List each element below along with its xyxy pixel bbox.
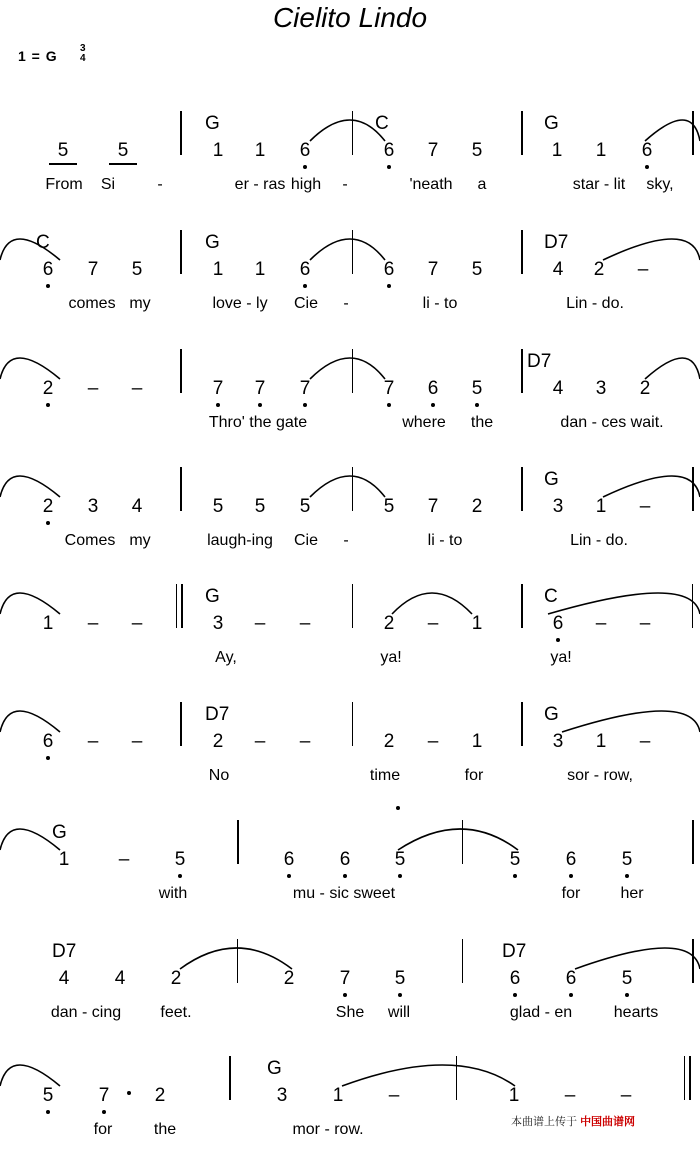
note: – [427,613,439,634]
note: – [299,731,311,752]
bar-line [462,820,463,864]
note: 4 [552,378,564,399]
note: 6 [641,140,653,161]
score-system [0,704,700,822]
bar-line [689,1056,691,1100]
note: – [299,613,311,634]
bar-line [352,584,353,628]
chord-symbol: G [544,704,559,725]
octave-dot [398,874,402,878]
octave-dot [513,993,517,997]
slur-arcs [0,113,700,231]
bar-line [176,584,177,628]
slur-arcs [0,469,700,587]
note: 2 [170,968,182,989]
note: 2 [593,259,605,280]
slur-arcs [0,351,700,469]
bar-line [352,111,353,155]
note: 7 [383,378,395,399]
bar-line [237,820,239,864]
lyric-word: where [402,414,446,431]
note: 3 [552,496,564,517]
slur-arc [0,239,60,260]
octave-dot [431,403,435,407]
lyric-word: - [343,532,349,549]
watermark-text: 本曲谱上传于 [511,1116,577,1128]
slur-arc [310,358,385,379]
note: – [254,731,266,752]
note: 7 [212,378,224,399]
lyric-word: li - to [427,532,463,549]
song-title: Cielito Lindo [272,2,428,33]
note: 5 [131,259,143,280]
slur-arc [603,239,700,260]
bar-line [521,584,523,628]
lyric-word: - [157,176,163,193]
lyric-word: Lin - do. [570,532,628,549]
note: 7 [254,378,266,399]
lyric-word: li - to [422,295,458,312]
lyric-word: with [158,885,188,902]
octave-dot [303,284,307,288]
meter-bottom: 4 [80,53,86,64]
lyric-word: the [153,1121,177,1138]
lyric-word: hearts [613,1004,659,1021]
lyric-word: high [290,176,322,193]
lyric-word: the [470,414,494,431]
score-system [0,469,700,587]
note: 1 [471,731,483,752]
note: 1 [212,259,224,280]
note: 5 [212,496,224,517]
octave-dot [46,1110,50,1114]
underline-beam [49,163,77,165]
octave-dot [645,165,649,169]
note: 6 [299,140,311,161]
note: – [118,849,130,870]
lyric-word: for [561,885,581,902]
chord-symbol: D7 [544,232,569,253]
note: 7 [299,378,311,399]
chord-symbol: C [544,586,558,607]
slur-arc [310,120,385,141]
bar-line [237,939,238,983]
note: 1 [42,613,54,634]
bar-line [521,702,523,746]
note: 7 [339,968,351,989]
lyric-word: glad - en [509,1004,573,1021]
octave-dot [258,403,262,407]
note: 1 [332,1085,344,1106]
chord-symbol: D7 [502,941,527,962]
lyric-word: Thro' the gate [208,414,308,431]
lyric-word: ya! [550,649,572,666]
note: 2 [383,731,395,752]
chord-symbol: G [544,469,559,490]
bar-line [352,230,353,274]
chord-symbol: G [52,822,67,843]
octave-dot [102,1110,106,1114]
octave-dot [398,993,402,997]
note: – [637,259,649,280]
lyric-word: love - ly [212,295,268,312]
octave-dot [569,874,573,878]
bar-line [180,230,182,274]
lyric-word: She [335,1004,365,1021]
octave-dot [46,521,50,525]
chord-symbol: C [36,232,50,253]
note: 2 [383,613,395,634]
note: – [131,378,143,399]
bar-line [462,939,463,983]
lyric-word: mor - row. [292,1121,364,1138]
lyric-word: time [369,767,401,784]
score-system [0,113,700,231]
slur-arc [603,476,700,497]
octave-dot [387,165,391,169]
octave-dot [387,403,391,407]
slur-arc [398,829,518,850]
bar-line [521,349,523,393]
lyric-word: my [129,295,151,312]
lyric-word: ya! [380,649,402,666]
slur-arc [0,358,60,379]
bar-line [352,349,353,393]
note: – [87,378,99,399]
octave-dot [569,993,573,997]
octave-dot [625,874,629,878]
note: 2 [154,1085,166,1106]
octave-dot [46,403,50,407]
slur-arc [342,1065,515,1086]
note: – [639,496,651,517]
note: 7 [98,1085,110,1106]
note: 2 [639,378,651,399]
octave-dot [387,284,391,288]
note: 5 [621,849,633,870]
bar-line [352,702,353,746]
slur-arc [310,476,385,497]
lyric-word: comes [68,295,116,312]
note: 5 [254,496,266,517]
chord-symbol: G [205,113,220,134]
slur-arc [310,239,385,260]
lyric-word: Lin - do. [566,295,624,312]
note: 6 [565,968,577,989]
lyric-word: laugh-ing [207,532,273,549]
lyric-word: er - ras [234,176,286,193]
watermark [511,1113,635,1129]
lyric-word: feet. [160,1004,192,1021]
chord-symbol: G [544,113,559,134]
note: – [620,1085,632,1106]
lyric-word: - [342,176,348,193]
bar-line [180,467,182,511]
slur-arcs [0,822,700,940]
lyric-word: dan - cing [50,1004,122,1021]
slur-arcs [0,586,700,704]
note: 5 [394,968,406,989]
lyric-word: for [464,767,484,784]
note: 2 [212,731,224,752]
score-system [0,351,700,469]
note: 7 [427,496,439,517]
note: – [87,731,99,752]
note: 6 [565,849,577,870]
note: 6 [383,259,395,280]
octave-dot [216,403,220,407]
note: 3 [212,613,224,634]
slur-arc [0,1065,60,1086]
octave-dot [475,403,479,407]
octave-dot [343,993,347,997]
lyric-word: a [477,176,487,193]
note: 3 [87,496,99,517]
note: 2 [283,968,295,989]
note: – [254,613,266,634]
lyric-word: No [208,767,230,784]
note: 2 [471,496,483,517]
note: 1 [508,1085,520,1106]
bar-line [521,467,523,511]
chord-symbol: G [205,232,220,253]
bar-line [521,230,523,274]
note: 3 [276,1085,288,1106]
bar-line [684,1056,685,1100]
octave-dot [625,993,629,997]
note: 6 [427,378,439,399]
lyric-word: my [129,532,151,549]
note: 1 [595,140,607,161]
slur-arcs [0,704,700,822]
lyric-word: sor - row, [567,767,633,784]
note: 5 [509,849,521,870]
slur-arc [562,711,700,732]
bar-line [692,584,693,628]
bar-line [181,584,183,628]
note: 7 [427,140,439,161]
note: 5 [42,1085,54,1106]
note: 3 [552,731,564,752]
chord-symbol: G [205,586,220,607]
note: – [564,1085,576,1106]
chord-symbol: D7 [527,351,552,372]
bar-line [352,467,353,511]
note: – [427,731,439,752]
bar-line [692,111,694,155]
bar-line [692,939,694,983]
note: – [131,613,143,634]
note: – [639,731,651,752]
lyric-word: star - lit [572,176,626,193]
slur-arc [0,593,60,614]
lyric-word: dan - ces wait. [560,414,664,431]
octave-dot [287,874,291,878]
note: 7 [427,259,439,280]
note: 7 [87,259,99,280]
note: 5 [299,496,311,517]
bar-line [521,111,523,155]
slur-arc [0,476,60,497]
note: 1 [595,496,607,517]
time-signature [80,44,86,64]
note: 5 [117,140,129,161]
slur-arc [575,948,700,969]
note: 6 [339,849,351,870]
note: 4 [114,968,126,989]
score-system [0,586,700,704]
lyric-word: sky, [646,176,674,193]
key-signature: 1 = G [18,48,58,64]
note: – [131,731,143,752]
staff-dot [396,806,400,810]
slur-arcs [0,941,700,1059]
note: 5 [621,968,633,989]
octave-dot [513,874,517,878]
note: 1 [551,140,563,161]
lyric-word: her [620,885,644,902]
note: 4 [552,259,564,280]
slur-arc [645,358,700,379]
slur-arc [392,593,472,614]
note: – [87,613,99,634]
octave-dot [46,284,50,288]
octave-dot [303,165,307,169]
note: 5 [383,496,395,517]
note: 3 [595,378,607,399]
bar-line [692,820,694,864]
chord-symbol: C [375,113,389,134]
lyric-word: Si [100,176,116,193]
bar-line [180,702,182,746]
note: 5 [57,140,69,161]
note: 5 [471,378,483,399]
lyric-word: will [387,1004,411,1021]
lyric-word: Cie [293,295,319,312]
note: 2 [42,496,54,517]
octave-dot [343,874,347,878]
lyric-word: 'neath [409,176,453,193]
bar-line [692,467,694,511]
bar-line [180,349,182,393]
note: 5 [471,259,483,280]
score-system [0,941,700,1059]
note: – [388,1085,400,1106]
note: 6 [509,968,521,989]
score-system [0,822,700,940]
note: 5 [174,849,186,870]
slur-arc [180,948,292,969]
watermark-brand: 中国曲谱网 [580,1116,636,1128]
lyric-word: for [93,1121,113,1138]
bar-line [456,1056,457,1100]
bar-line [229,1056,231,1100]
note: 6 [42,731,54,752]
note: 5 [471,140,483,161]
note: 6 [552,613,564,634]
staff-dot [127,1091,131,1095]
note: 1 [58,849,70,870]
chord-symbol: D7 [52,941,77,962]
octave-dot [556,638,560,642]
slur-arcs [0,232,700,350]
note: 6 [283,849,295,870]
note: 5 [394,849,406,870]
note: 1 [471,613,483,634]
octave-dot [303,403,307,407]
chord-symbol: G [267,1058,282,1079]
underline-beam [109,163,137,165]
score-system [0,232,700,350]
note: 1 [254,140,266,161]
slur-arc [0,711,60,732]
slur-arc [548,593,700,614]
lyric-word: From [45,176,83,193]
lyric-word: mu - sic sweet [292,885,396,902]
note: 1 [212,140,224,161]
meter-top: 3 [80,43,86,54]
lyric-word: Comes [64,532,116,549]
octave-dot [46,756,50,760]
note: – [595,613,607,634]
bar-line [180,111,182,155]
note: 1 [595,731,607,752]
note: 4 [131,496,143,517]
chord-symbol: D7 [205,704,230,725]
note: 2 [42,378,54,399]
note: – [639,613,651,634]
note: 6 [383,140,395,161]
lyric-word: Ay, [215,649,237,666]
note: 1 [254,259,266,280]
lyric-word: - [343,295,349,312]
slur-arc [0,829,60,850]
octave-dot [178,874,182,878]
note: 6 [299,259,311,280]
note: 4 [58,968,70,989]
lyric-word: Cie [293,532,319,549]
note: 6 [42,259,54,280]
